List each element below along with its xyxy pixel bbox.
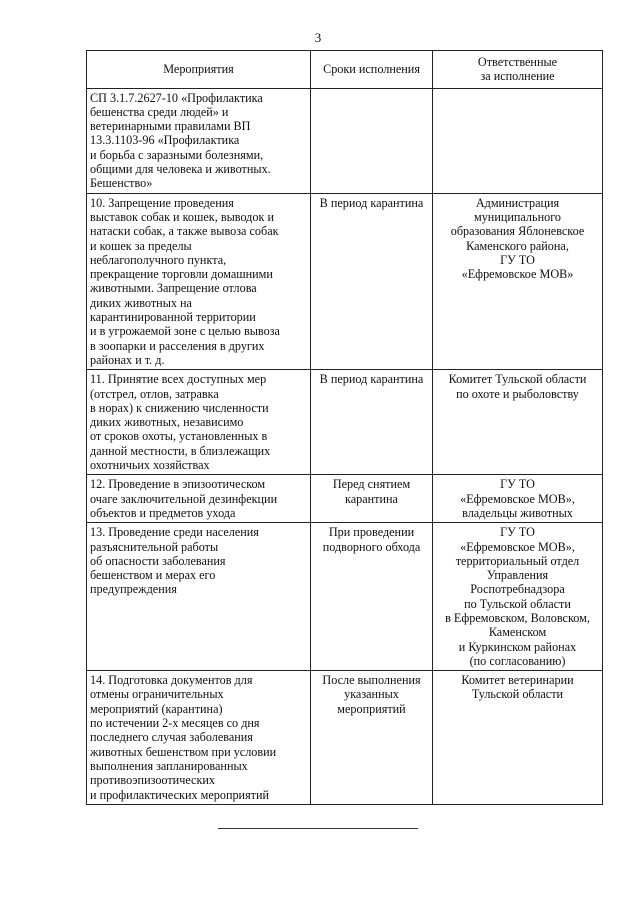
responsible-cell — [433, 523, 603, 671]
responsible-cell — [433, 193, 603, 370]
activity-cell-line: и в угрожаемой зоне с целью вывоза — [90, 324, 280, 339]
activity-cell-line: от сроков охоты, установленных в — [90, 429, 268, 444]
term-cell-line: карантина — [345, 491, 398, 506]
table-row — [87, 523, 603, 671]
table-row — [87, 88, 603, 193]
activity-cell-line: бешенства среди людей» и — [90, 104, 229, 119]
activity-cell-line: выставок собак и кошек, выводок и — [90, 209, 274, 224]
header-activities: Мероприятия — [87, 51, 311, 89]
responsible-cell — [433, 370, 603, 475]
table-row — [87, 671, 603, 805]
activity-cell — [87, 370, 311, 475]
responsible-cell-line: ГУ ТО — [500, 477, 535, 492]
responsible-cell-line: «Ефремовское МОВ», — [460, 491, 575, 506]
term-cell — [311, 475, 433, 523]
activity-cell-line: СП 3.1.7.2627-10 «Профилактика — [90, 90, 263, 105]
responsible-cell — [433, 88, 603, 193]
footer-divider — [218, 828, 418, 829]
term-cell — [311, 88, 433, 193]
table-header-row — [87, 51, 603, 89]
responsible-cell-line: территориальный отдел — [455, 553, 580, 568]
responsible-cell-line: Управления — [486, 568, 549, 583]
activity-cell-line: и профилактических мероприятий — [90, 787, 270, 802]
responsible-cell-line: Комитет Тульской области — [448, 372, 587, 387]
activity-cell-line: Бешенство» — [90, 176, 153, 191]
responsible-cell-line: «Ефремовское МОВ» — [461, 267, 574, 282]
activity-cell-line: животными. Запрещение отлова — [90, 281, 257, 296]
term-cell — [311, 370, 433, 475]
responsible-cell-line: ГУ ТО — [500, 525, 535, 540]
responsible-cell-line: Каменском — [488, 625, 547, 640]
activity-cell-line: диких животных, независимо — [90, 415, 244, 430]
activity-cell-line: прекращение торговли домашними — [90, 267, 273, 282]
header-responsible-line: за исполнение — [480, 69, 555, 84]
responsible-cell — [433, 475, 603, 523]
activity-cell-line: 11. Принятие всех доступных мер — [90, 372, 267, 387]
responsible-cell-line: Каменского района, — [466, 238, 569, 253]
activity-cell — [87, 88, 311, 193]
activity-cell-line: по истечении 2-х месяцев со дня — [90, 716, 260, 731]
activity-cell — [87, 193, 311, 370]
activity-cell-line: охотничьих хозяйствах — [90, 458, 210, 473]
activity-cell — [87, 671, 311, 805]
responsible-cell-line: Комитет ветеринарии — [461, 673, 574, 688]
table-row — [87, 370, 603, 475]
activity-cell-line: мероприятий (карантина) — [90, 701, 223, 716]
activity-cell-line: натаски собак, а также вывоза собак — [90, 224, 279, 239]
activity-cell-line: карантинированной территории — [90, 310, 256, 325]
activity-cell-line: и борьба с заразными болезнями, — [90, 147, 264, 162]
measures-table — [86, 50, 603, 805]
activity-cell-line: данной местности, в близлежащих — [90, 443, 271, 458]
responsible-cell-line: Тульской области — [471, 687, 564, 702]
header-responsible — [433, 51, 603, 89]
activity-cell-line: и кошек за пределы — [90, 238, 192, 253]
term-cell-line: подворного обхода — [322, 539, 421, 554]
term-cell-line: При проведении — [328, 525, 415, 540]
term-cell — [311, 671, 433, 805]
activity-cell-line: противоэпизоотических — [90, 773, 215, 788]
header-responsible-line: Ответственные — [477, 55, 558, 69]
activity-cell-line: 14. Подготовка документов для — [90, 673, 253, 688]
responsible-cell-line: ГУ ТО — [500, 252, 535, 267]
table-body — [87, 88, 603, 804]
activity-cell-line: неблагополучного пункта, — [90, 252, 227, 267]
activity-cell-line: 13. Проведение среди населения — [90, 525, 259, 540]
term-cell — [311, 523, 433, 671]
activity-cell-line: диких животных на — [90, 295, 192, 310]
activity-cell-line: животных бешенством при условии — [90, 744, 277, 759]
activity-cell-line: последнего случая заболевания — [90, 730, 253, 745]
header-terms: Сроки исполнения — [311, 51, 433, 89]
responsible-cell-line: по Тульской области — [464, 596, 571, 611]
responsible-cell-line: (по согласованию) — [469, 653, 566, 668]
term-cell — [311, 193, 433, 370]
responsible-cell-line: владельцы животных — [462, 505, 573, 520]
term-cell-line: указанных — [344, 687, 399, 702]
activity-cell-line: 12. Проведение в эпизоотическом — [90, 477, 266, 492]
activity-cell-line: разъяснительной работы — [90, 539, 219, 554]
activity-cell-line: объектов и предметов ухода — [90, 505, 236, 520]
activity-cell-line: общими для человека и животных. — [90, 162, 271, 177]
activity-cell-line: об опасности заболевания — [90, 553, 226, 568]
activity-cell-line: 13.3.1103-96 «Профилактика — [90, 133, 240, 148]
term-cell-line: Перед снятием — [332, 477, 411, 492]
responsible-cell — [433, 671, 603, 805]
responsible-cell-line: муниципального — [474, 209, 561, 224]
activity-cell-line: в норах) к снижению численности — [90, 400, 269, 415]
responsible-cell-line: в Ефремовском, Воловском, — [445, 610, 590, 625]
page-number: 3 — [314, 30, 322, 45]
activity-cell-line: 10. Запрещение проведения — [90, 195, 234, 210]
activity-cell-line: предупреждения — [90, 582, 177, 597]
table-row — [87, 475, 603, 523]
responsible-cell-line: «Ефремовское МОВ», — [460, 539, 575, 554]
responsible-cell-line: Администрация — [475, 195, 560, 210]
activity-cell-line: очаге заключительной дезинфекции — [90, 491, 278, 506]
responsible-cell-line: Роспотребнадзора — [470, 582, 565, 597]
responsible-cell-line: по охоте и рыболовству — [456, 386, 579, 401]
term-cell-line: После выполнения — [322, 673, 421, 688]
activity-cell-line: отмены ограничительных — [90, 687, 224, 702]
activity-cell — [87, 523, 311, 671]
activity-cell-line: бешенством и мерах его — [90, 568, 216, 583]
responsible-cell-line: и Куркинском районах — [458, 639, 577, 654]
activity-cell — [87, 475, 311, 523]
activity-cell-line: выполнения запланированных — [90, 758, 248, 773]
term-cell-line: В период карантина — [319, 372, 424, 387]
activity-cell-line: ветеринарными правилами ВП — [90, 119, 251, 134]
activity-cell-line: районах и т. д. — [90, 352, 165, 367]
responsible-cell-line: образования Яблоневское — [450, 224, 585, 239]
activity-cell-line: в зоопарки и расселения в других — [90, 338, 265, 353]
table-row — [87, 193, 603, 370]
term-cell-line: мероприятий — [337, 701, 406, 716]
term-cell-line: В период карантина — [319, 195, 424, 210]
activity-cell-line: (отстрел, отлов, затравка — [90, 386, 219, 401]
